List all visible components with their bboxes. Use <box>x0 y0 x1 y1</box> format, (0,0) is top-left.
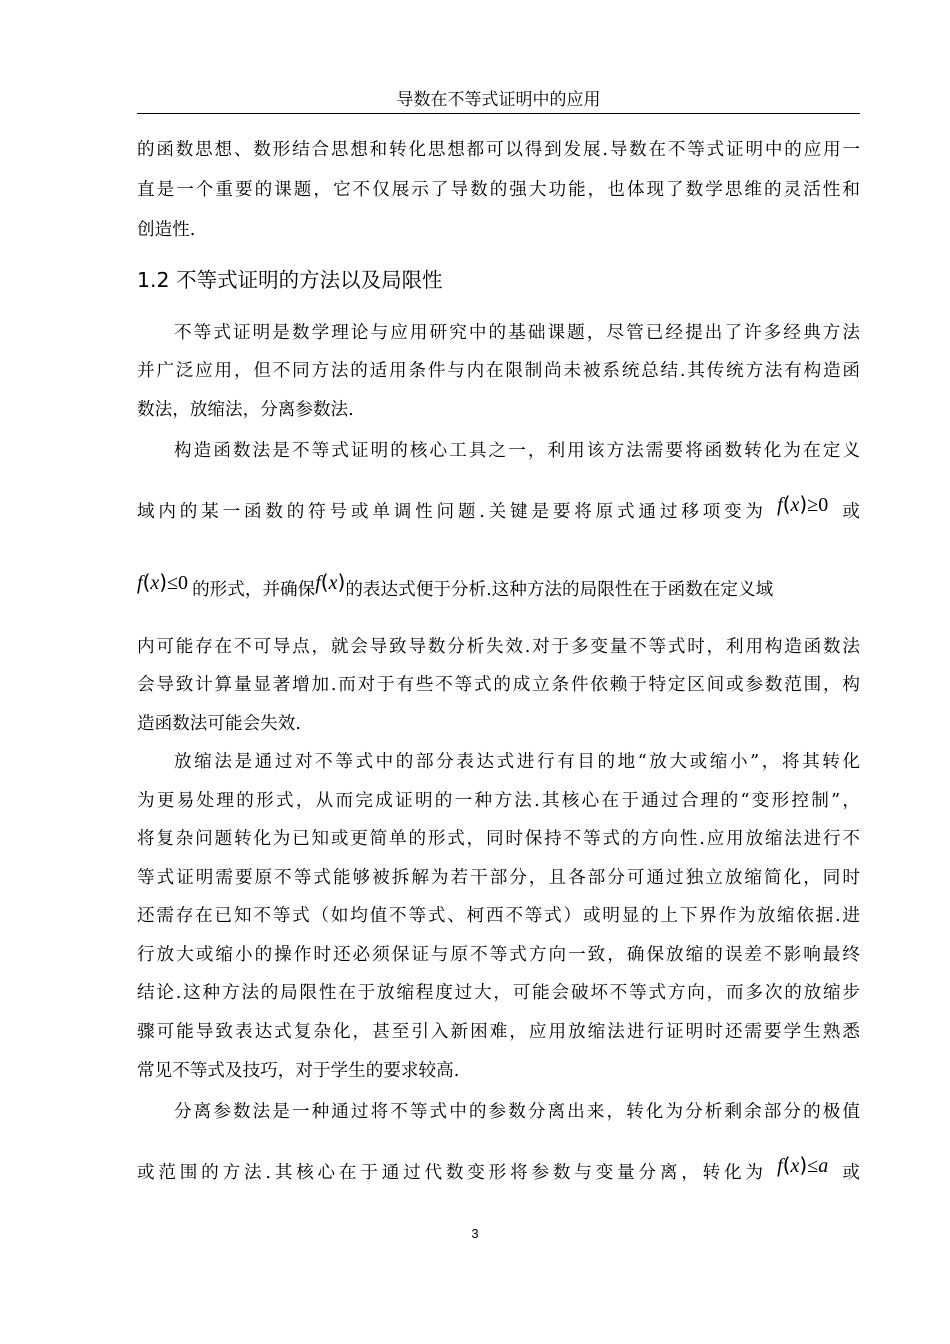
text-line: 结论.这种方法的局限性在于放缩程度过大，可能会破坏不等式方向，而多次的放缩步 <box>137 983 860 1003</box>
text-line: 直是一个重要的课题，它不仅展示了导数的强大功能，也体现了数学思维的灵活性和 <box>137 180 860 200</box>
formula-f-le-a: f(x)≤a <box>777 1153 829 1177</box>
paragraph-first-line: 分离参数法是一种通过将不等式中的参数分离出来，转化为分析剩余部分的极值 <box>174 1102 860 1122</box>
text-line: 内可能存在不可导点，就会导致导数分析失效.对于多变量不等式时，利用构造函数法 <box>137 637 860 657</box>
paragraph-first-line: 放缩法是通过对不等式中的部分表达式进行有目的地“放大或缩小”，将其转化 <box>174 752 860 772</box>
text-line: 骤可能导致表达式复杂化，甚至引入新困难，应用放缩法进行证明时还需要学生熟悉 <box>137 1022 860 1042</box>
text-line: 常见不等式及技巧，对于学生的要求较高. <box>137 1061 460 1081</box>
text-segment: 的形式，并确保 <box>192 580 316 600</box>
text-segment: 的表达式便于分析.这种方法的局限性在于函数在定义域 <box>345 580 774 600</box>
text-line: 会导致计算量显著增加.而对于有些不等式的成立条件依赖于特定区间或参数范围，构 <box>137 675 860 695</box>
formula-f-ge-0: f(x)≥0 <box>777 492 829 516</box>
text-line: 行放大或缩小的操作时还必须保证与原不等式方向一致，确保放缩的误差不影响最终 <box>137 945 860 965</box>
text-line: 等式证明需要原不等式能够被拆解为若干部分，且各部分可通过独立放缩简化，同时 <box>137 868 860 888</box>
formula-f-x: f(x) <box>315 570 346 594</box>
text-line: 还需存在已知不等式（如均值不等式、柯西不等式）或明显的上下界作为放缩依据.进 <box>137 906 860 926</box>
text-segment: 或范围的方法.其核心在于通过代数变形将参数与变量分离，转化为 <box>137 1163 763 1183</box>
text-segment: 或 <box>842 1163 860 1183</box>
header-rule <box>137 113 860 114</box>
formula-f-le-0: f(x)≤0 <box>137 570 189 594</box>
text-line: 的函数思想、数形结合思想和转化思想都可以得到发展.导数在不等式证明中的应用一 <box>137 140 860 160</box>
running-header: 导数在不等式证明中的应用 <box>396 90 601 110</box>
text-line: 将复杂问题转化为已知或更简单的形式，同时保持不等式的方向性.应用放缩法进行不 <box>137 829 860 849</box>
text-line: 造函数法可能会失效. <box>137 714 301 734</box>
text-line: 并广泛应用，但不同方法的适用条件与内在限制尚未被系统总结.其传统方法有构造函 <box>137 361 860 381</box>
paragraph-first-line: 构造函数法是不等式证明的核心工具之一，利用该方法需要将函数转化为在定义 <box>174 441 860 461</box>
text-line: 为更易处理的形式，从而完成证明的一种方法.其核心在于通过合理的“变形控制”， <box>137 791 860 811</box>
text-line-with-formula <box>137 1153 860 1186</box>
section-heading: 1.2 不等式证明的方法以及局限性 <box>137 268 443 292</box>
text-segment: 或 <box>842 502 860 522</box>
paragraph-first-line: 不等式证明是数学理论与应用研究中的基础课题，尽管已经提出了许多经典方法 <box>174 323 860 343</box>
text-line: 数法，放缩法，分离参数法. <box>137 400 354 420</box>
page-number: 3 <box>471 1226 479 1241</box>
text-line: 创造性. <box>137 220 196 240</box>
text-segment: 域内的某一函数的符号或单调性问题.关键是要将原式通过移项变为 <box>137 502 763 522</box>
text-line-with-formula <box>137 492 860 525</box>
text-line-with-formula <box>137 570 860 603</box>
